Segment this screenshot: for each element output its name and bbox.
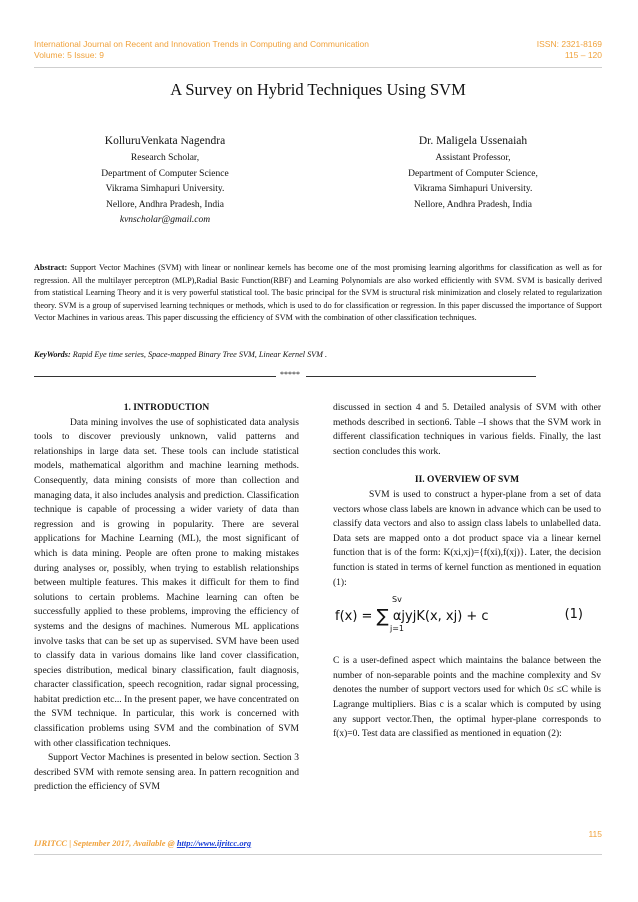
author-dept: Department of Computer Science [101, 168, 229, 179]
separator-stars: ***** [280, 370, 300, 379]
author-dept: Department of Computer Science, [408, 168, 538, 179]
author-name: KolluruVenkata Nagendra [104, 135, 226, 147]
sum-lower-limit: j=1 [390, 624, 405, 634]
overview-paragraph-2: C is a user-defined aspect which maintains the balance between the number of non-separable points and the machine complexity and Sv denotes the number of support vectors used for which 0≤ ≤C while is Lagrange multipliers. Bias c is a scalar which is computed by using any support vector.Then, the optimal hyper-plane corresponds to f(x)=0. Test data are classified as mentioned in equation (2): [333, 656, 601, 740]
author-place: Nellore, Andhra Pradesh, India [414, 199, 532, 210]
page-range: 115 – 120 [564, 50, 602, 60]
author-place: Nellore, Andhra Pradesh, India [106, 199, 224, 210]
sum-upper-limit: Sv [392, 595, 402, 605]
footer-text: IJRITCC | September 2017, Available @ [34, 838, 177, 848]
author-name: Dr. Maligela Ussenaiah [418, 135, 528, 147]
issn: ISSN: 2321-8169 [536, 39, 602, 49]
author-university: Vikrama Simhapuri University. [413, 184, 533, 194]
equation-body [335, 606, 489, 628]
left-column [34, 401, 299, 795]
author-university: Vikrama Simhapuri University. [105, 184, 225, 194]
intro-paragraph-1: Data mining involves the use of sophisticated data analysis tools to discover previously unknown, valid patterns and relationships in large data set. These tools can include statistical models, mathematical algorithm and machine learning methods. Consequently, data mining consists of more than collection and managing data, it also includes analysis and prediction. Classification technique is capable of processing a wider variety of data than regression and is growing in popularity. There are several applications for Machine Learning (ML), the most significant of which is data mining. People are often prone to making mistakes during analyses or, possibly, when trying to establish relationships between multiple features. This makes it difficult for them to find solutions to certain problems. Machine learning can often be successfully applied to these problems, improving the efficiency of systems and the designs of machines. Numerous ML applications involve tasks that can be set up as supervised. SVM have been used to classify data in various domains like land cover classification, species distribution, medical binary classification, fault diagnosis, character classification, speech recognition, radar signal processing, habitat prediction etc... In the present paper, we have concentrated on the SVM technique. In particular, this work is concerned with classification problems using SVM and the combination of SVM with other classification techniques. [34, 417, 299, 749]
equation-1 [333, 595, 601, 640]
right-column [333, 401, 601, 742]
paper-title: A Survey on Hybrid Techniques Using SVM [170, 80, 466, 99]
intro-paragraph-2: Support Vector Machines is presented in below section. Section 3 described SVM with remote sensing area. In pattern recognition and prediction the efficiency of SVM [34, 753, 299, 793]
running-header [34, 39, 602, 61]
abstract [34, 262, 602, 325]
page-number: 115 [588, 829, 602, 839]
author-role: Assistant Professor, [435, 153, 511, 163]
author-block-2 [368, 133, 578, 213]
abstract-text: Support Vector Machines (SVM) with linear or nonlinear kernels has become one of the most promising learning algorithms for classification as well as for regression. All the multilayer perceptron (MLP),Radial Basic Function(RBF) and Learning Polynomials are also worked efficiently with SVM. SVM is basically derived from statistical Learning Theory and it is very powerful statistical tool. The basic principal for the SVM is structural risk minimization and closely related to regularization theory. SVM is a group of supervised learning techniques or methods, which is used to do for classification or regression. In this paper discussed the importance of Support Vector Machines in various areas. This paper discussing the efficiency of SVM with the combination of other classification techniques. [34, 263, 603, 323]
keywords [34, 350, 602, 359]
separator-line-right [306, 376, 536, 377]
author-role: Research Scholar, [130, 153, 200, 163]
overview-paragraph-1: SVM is used to construct a hyper-plane from a set of data vectors whose class labels are known in advance which can be used to classify data vectors and also to assign class labels to unlabelled data. Data sets are mapped onto a dot product space via a linear kernel function that is of the form: K(xi,xj)={f(xi),f(xj)}. Later, the decision function is stated in terms of kernel function as mentioned in equation (1): [333, 489, 601, 588]
keywords-text: Rapid Eye time series, Space-mapped Binary Tree SVM, Linear Kernel SVM . [72, 350, 328, 359]
footer-link[interactable]: http://www.ijritcc.org [176, 838, 252, 848]
section-heading-introduction: 1. INTRODUCTION [123, 403, 210, 413]
equation-number: (1) [564, 607, 583, 623]
section-heading-overview: II. OVERVIEW OF SVM [414, 475, 520, 486]
equation-rhs: αjyjK(x, xj) + c [392, 609, 489, 625]
author-email[interactable]: kvnscholar@gmail.com [119, 215, 211, 225]
sigma-symbol: ∑ [376, 606, 389, 628]
volume-issue: Volume: 5 Issue: 9 [34, 50, 104, 60]
footer [34, 838, 251, 848]
footer-rule [34, 854, 602, 855]
author-block-1 [60, 133, 270, 229]
header-rule [34, 67, 602, 68]
abstract-label: Abstract: [34, 263, 68, 272]
separator-line-left [34, 376, 276, 377]
keywords-label: KeyWords: [34, 350, 71, 359]
intro-continued-paragraph: discussed in section 4 and 5. Detailed analysis of SVM with other methods described in section6. Table –I shows that the SVM work in different classification techniques in various fields. Finally, the last section concludes this work. [333, 403, 601, 457]
section-separator [34, 370, 534, 380]
journal-name: International Journal on Recent and Innovation Trends in Computing and Communication [34, 39, 370, 49]
equation-lhs: f(x) = [335, 609, 377, 625]
